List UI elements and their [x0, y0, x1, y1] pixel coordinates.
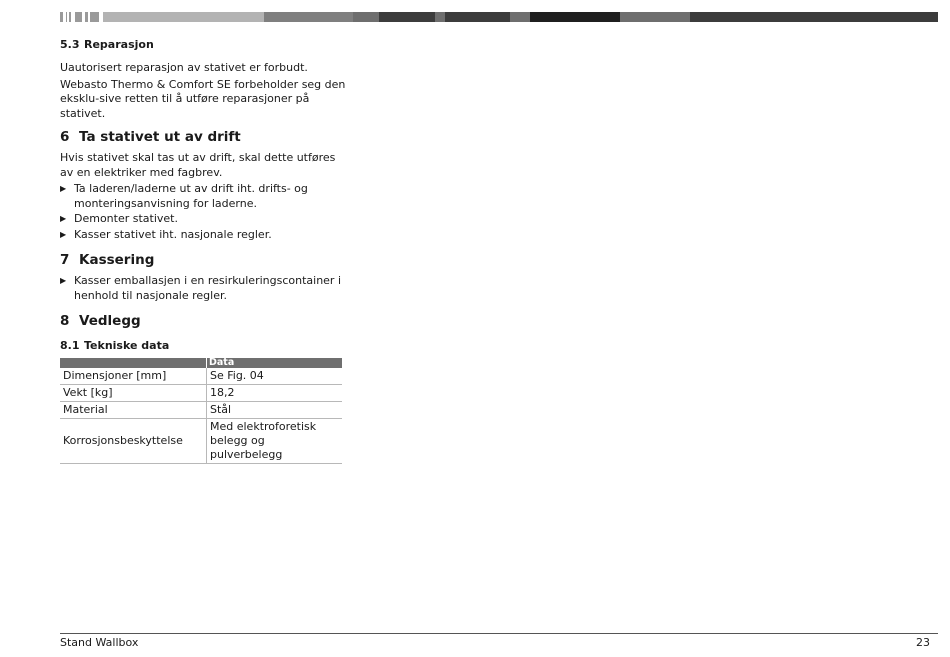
bar-segment — [66, 12, 67, 22]
table-cell: Med elektroforetisk belegg og pulverbelegg — [207, 419, 343, 464]
instruction-list — [60, 182, 350, 242]
section-title: Ta stativet ut av drift — [79, 129, 241, 145]
paragraph: Uautorisert reparasjon av stativet er forbudt. — [60, 61, 308, 74]
table-cell: Korrosjonsbeskyttelse — [60, 419, 207, 464]
list-item-text: Ta laderen/laderne ut av drift iht. drifts- og monteringsanvisning for laderne. — [74, 182, 308, 210]
table-header-cell — [60, 358, 207, 368]
section-heading-8 — [60, 313, 350, 330]
bar-segment — [445, 12, 510, 22]
section-title: Kassering — [79, 252, 155, 268]
list-item-text: Kasser emballasjen i en resirkuleringscontainer i henhold til nasjonale regler. — [74, 274, 342, 302]
section-number: 5.3 — [60, 38, 80, 51]
footer-document-title: Stand Wallbox — [60, 636, 139, 649]
list-item — [60, 228, 350, 243]
table-cell: Dimensjoner [mm] — [60, 368, 207, 385]
section-heading-7 — [60, 252, 350, 269]
table-cell: Vekt [kg] — [60, 385, 207, 402]
technical-data-table — [60, 358, 342, 464]
table-row — [60, 419, 342, 464]
instruction-list — [60, 274, 350, 303]
bar-segment — [85, 12, 88, 22]
table-header-row — [60, 358, 342, 368]
table-row — [60, 402, 342, 419]
table-cell: Stål — [207, 402, 343, 419]
section-title: Reparasjon — [84, 38, 154, 51]
list-item — [60, 274, 350, 303]
section-heading-8-1 — [60, 339, 350, 353]
bar-segment — [510, 12, 530, 22]
table-cell: Se Fig. 04 — [207, 368, 343, 385]
bar-segment — [69, 12, 71, 22]
page-number: 23 — [916, 636, 930, 649]
list-item-text: Kasser stativet iht. nasjonale regler. — [74, 227, 272, 241]
bar-segment — [353, 12, 379, 22]
table-cell: 18,2 — [207, 385, 343, 402]
bar-segment — [75, 12, 82, 22]
arrow-bullet-icon: ▶ — [60, 184, 67, 193]
arrow-bullet-icon: ▶ — [60, 276, 67, 285]
footer-divider — [60, 633, 938, 634]
section-number: 7 — [60, 252, 70, 268]
section-title: Vedlegg — [79, 313, 141, 329]
section-number: 8 — [60, 313, 70, 329]
header-color-bar — [60, 12, 938, 22]
section-heading-6 — [60, 129, 350, 146]
section-number: 8.1 — [60, 339, 80, 352]
bar-segment — [103, 12, 264, 22]
arrow-bullet-icon: ▶ — [60, 229, 67, 239]
arrow-bullet-icon: ▶ — [60, 214, 67, 223]
section-heading-5-3 — [60, 38, 350, 52]
list-item-text: Demonter stativet. — [74, 212, 178, 225]
list-item — [60, 212, 350, 227]
table-cell: Material — [60, 402, 207, 419]
page-content — [60, 38, 350, 464]
table-row — [60, 385, 342, 402]
bar-segment — [379, 12, 435, 22]
bar-segment — [60, 12, 63, 22]
bar-segment — [435, 12, 445, 22]
bar-segment — [530, 12, 620, 22]
bar-segment — [620, 12, 690, 22]
paragraph: Webasto Thermo & Comfort SE forbeholder seg den eksklu-sive retten til å utføre reparasjoner på stativet. — [60, 77, 346, 120]
table-row — [60, 368, 342, 385]
section-title: Tekniske data — [84, 339, 170, 352]
bar-segment — [690, 12, 938, 22]
table-header-cell: Data — [207, 358, 343, 368]
paragraph: Hvis stativet skal tas ut av drift, skal dette utføres av en elektriker med fagbrev. — [60, 151, 336, 179]
bar-segment — [90, 12, 99, 22]
bar-segment — [264, 12, 353, 22]
list-item — [60, 182, 350, 211]
section-number: 6 — [60, 129, 70, 145]
